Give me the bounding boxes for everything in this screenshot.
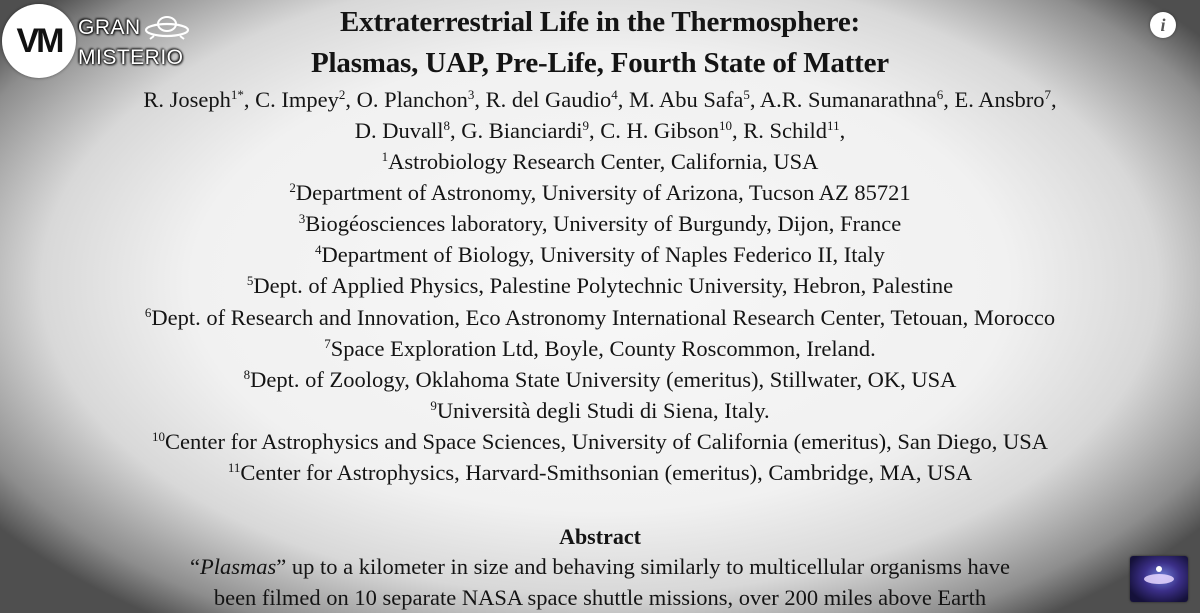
author: R. Schild <box>743 118 828 143</box>
abstract-emphasis: Plasmas <box>199 554 277 579</box>
affiliation-sup: 2 <box>289 180 296 195</box>
affiliation-sup: 5 <box>246 273 254 288</box>
author-sup: 11 <box>827 118 840 133</box>
author: M. Abu Safa <box>629 87 744 112</box>
affiliation-sup: 4 <box>315 242 322 257</box>
abstract-line-1 <box>0 553 1200 581</box>
affiliation-sup: 3 <box>298 211 306 226</box>
channel-logo-word-1: GRAN <box>78 16 141 39</box>
author-sup: 5 <box>743 87 750 102</box>
author-sup: 2 <box>338 87 346 102</box>
affiliation-text: Department of Biology, University of Naples Federico II, Italy <box>321 242 885 267</box>
author-sup: 4 <box>611 87 618 102</box>
paper-title-line-1: Extraterrestrial Life in the Thermosphere: <box>340 6 860 38</box>
abstract-line-2: been filmed on 10 separate NASA space shuttle missions, over 200 miles above Earth <box>213 585 987 610</box>
author: E. Ansbro <box>954 87 1045 112</box>
affiliation-text: Biogéosciences laboratory, University of Burgundy, Dijon, France <box>305 211 902 236</box>
channel-logo <box>2 2 192 82</box>
affiliation-sup: 11 <box>227 460 241 475</box>
affiliation-sup: 7 <box>324 336 331 351</box>
author-sup: 10 <box>719 118 733 133</box>
author-sup: 7 <box>1044 87 1051 102</box>
info-icon[interactable]: i <box>1150 12 1176 38</box>
authors-line-1: R. Joseph$^{1*}$, C. Impey$^2$, O. Planchon$^3$, R. del Gaudio$^4$, M. Abu Safa$^5$, A.R. Sumanarathna$^6$, E. Ansbro$^7$, <box>143 87 1057 112</box>
affiliation-sup: 6 <box>144 305 152 320</box>
affiliation-text: Space Exploration Ltd, Boyle, County Roscommon, Ireland. <box>330 336 876 361</box>
affiliation-10 <box>0 428 1200 459</box>
author: D. Duvall <box>354 118 444 143</box>
affiliation-sup: 10 <box>152 429 166 444</box>
author: O. Planchon <box>356 87 468 112</box>
affiliation-text: Università degli Studi di Siena, Italy. <box>436 398 770 423</box>
channel-watermark-thumbnail[interactable] <box>1130 556 1188 602</box>
author: C. Impey <box>255 87 339 112</box>
channel-logo-badge: VM <box>2 4 76 78</box>
abstract-text: ” up to a kilometer in size and behaving similarly to multicellular organisms have <box>276 554 1011 579</box>
affiliation-text: Center for Astrophysics and Space Sciences, University of California (emeritus), San Diego, USA <box>165 429 1048 454</box>
author: R. del Gaudio <box>485 87 612 112</box>
affiliation-sup: 9 <box>430 398 437 413</box>
author: A.R. Sumanarathna <box>759 87 937 112</box>
author-sup: 3 <box>467 87 475 102</box>
thumbnail-star <box>1156 566 1162 572</box>
affiliation-4 <box>0 241 1200 272</box>
affiliation-2 <box>0 179 1200 210</box>
author: C. H. Gibson <box>600 118 720 143</box>
affiliation-text: Department of Astronomy, University of Arizona, Tucson AZ 85721 <box>295 180 911 205</box>
affiliation-6 <box>0 304 1200 335</box>
affiliation-text: Dept. of Zoology, Oklahoma State University (emeritus), Stillwater, OK, USA <box>250 367 957 392</box>
author: R. Joseph <box>143 87 231 112</box>
author: G. Bianciardi <box>461 118 583 143</box>
affiliation-sup: 8 <box>243 367 251 382</box>
channel-logo-word-2: MISTERIO <box>78 46 184 69</box>
affiliation-9 <box>0 397 1200 428</box>
open-quote: “ <box>189 554 200 579</box>
paper-title-line-2: Plasmas, UAP, Pre-Life, Fourth State of Matter <box>311 47 889 79</box>
author-sup: 6 <box>936 87 944 102</box>
affiliation-text: Astrobiology Research Center, California, USA <box>388 149 819 174</box>
affiliation-3 <box>0 210 1200 241</box>
affiliation-sup: 1 <box>381 149 389 164</box>
affiliation-5 <box>0 272 1200 303</box>
author-sup: 9 <box>582 118 590 133</box>
ufo-icon <box>144 14 190 40</box>
affiliation-text: Dept. of Research and Innovation, Eco Astronomy International Research Center, Tetouan, Morocco <box>151 305 1056 330</box>
authors-line-2: D. Duvall$^8$, G. Bianciardi$^9$, C. H. Gibson$^{10}$, R. Schild$^{11}$, <box>354 118 846 143</box>
thumbnail-glow <box>1144 574 1174 584</box>
affiliation-7 <box>0 335 1200 366</box>
abstract-heading: Abstract <box>559 524 641 549</box>
affiliation-1 <box>0 148 1200 179</box>
author-sup: 8 <box>443 118 451 133</box>
author-sup: 1* <box>230 87 244 102</box>
affiliation-11 <box>0 459 1200 490</box>
affiliation-text: Center for Astrophysics, Harvard-Smithsonian (emeritus), Cambridge, MA, USA <box>240 460 973 485</box>
affiliation-8 <box>0 366 1200 397</box>
affiliation-text: Dept. of Applied Physics, Palestine Polytechnic University, Hebron, Palestine <box>253 273 954 298</box>
